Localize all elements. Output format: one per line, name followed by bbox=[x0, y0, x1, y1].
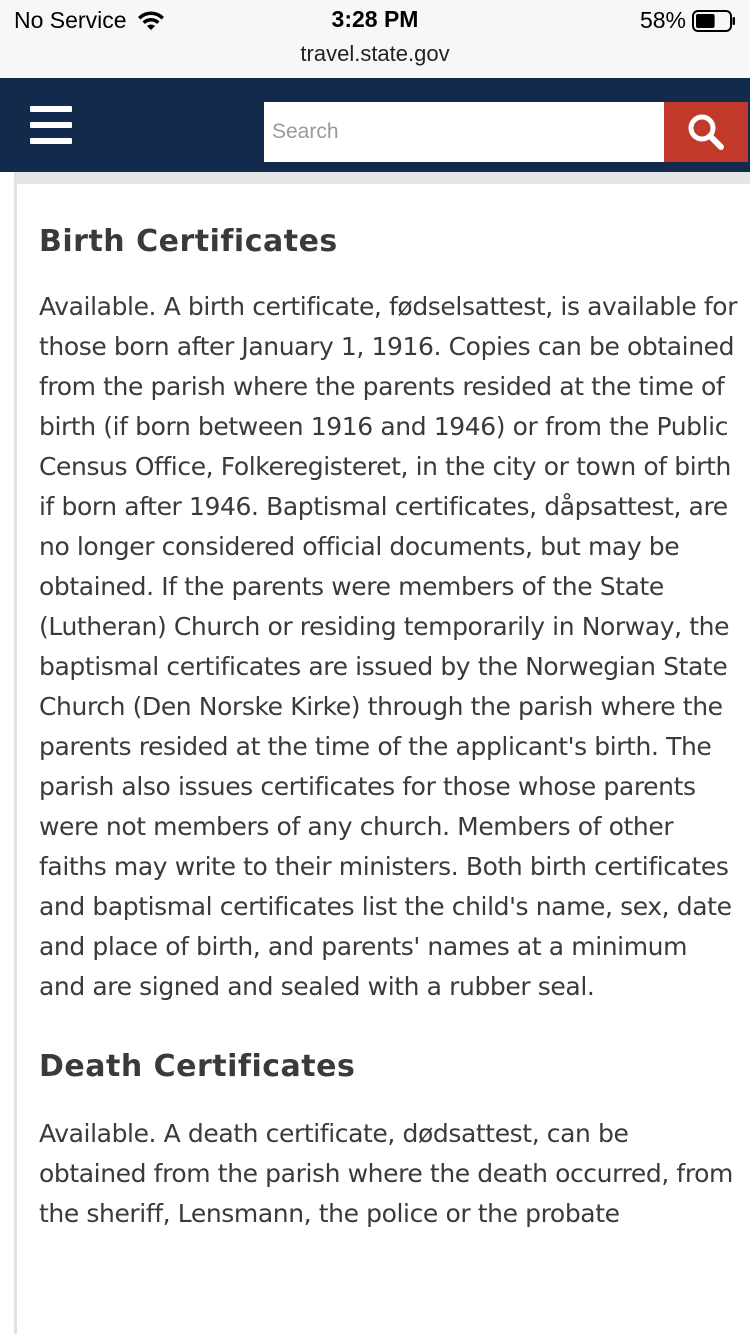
site-header bbox=[0, 78, 750, 172]
battery-percent: 58% bbox=[639, 7, 686, 33]
status-bar bbox=[0, 0, 750, 42]
main-content bbox=[39, 214, 739, 1234]
birth-certificates-heading: Birth Certificates bbox=[39, 224, 338, 259]
status-time: 3:28 PM bbox=[331, 6, 419, 32]
battery-icon bbox=[692, 10, 736, 32]
death-certificates-text: Available. A death certificate, dødsattest, can be obtained from the parish where the death occurred, from the sheriff, Lensmann, the police or the probate bbox=[39, 1119, 733, 1228]
menu-button[interactable] bbox=[30, 106, 72, 146]
death-certificates-heading: Death Certificates bbox=[39, 1049, 356, 1084]
content-frame bbox=[14, 172, 750, 1334]
status-right bbox=[640, 7, 736, 34]
url-bar[interactable] bbox=[0, 40, 750, 78]
search-button[interactable] bbox=[664, 102, 748, 162]
url-text[interactable]: travel.state.gov bbox=[300, 41, 450, 66]
search-icon[interactable] bbox=[686, 112, 726, 152]
carrier-label: No Service bbox=[14, 7, 127, 33]
birth-certificates-text: Available. A birth certificate, fødselsattest, is available for those born after January 1, 1916. Copies can be obtained from the parish where the parents resided at the time of birth (if born between 1916 and 1946) or from the Public Census Office, Folkeregisteret, in the city or town of birth if born after 1946. Baptismal certificates, dåpsattest, are no longer considered official documents, but may be obtained. If the parents were members of the State (Lutheran) Church or residing temporarily in Norway, the baptismal certificates are issued by the Norwegian State Church (Den Norske Kirke) through the parish where the parents resided at the time of the applicant's birth. The parish also issues certificates for those whose parents were not members of any church. Members of other faiths may write to their ministers. Both birth certificates and baptismal certificates list the child's name, sex, date and place of birth, and parents' names at a minimum and are signed and sealed with a rubber seal. bbox=[39, 292, 738, 1001]
search-input[interactable] bbox=[264, 102, 664, 162]
hamburger-icon[interactable] bbox=[30, 106, 72, 112]
